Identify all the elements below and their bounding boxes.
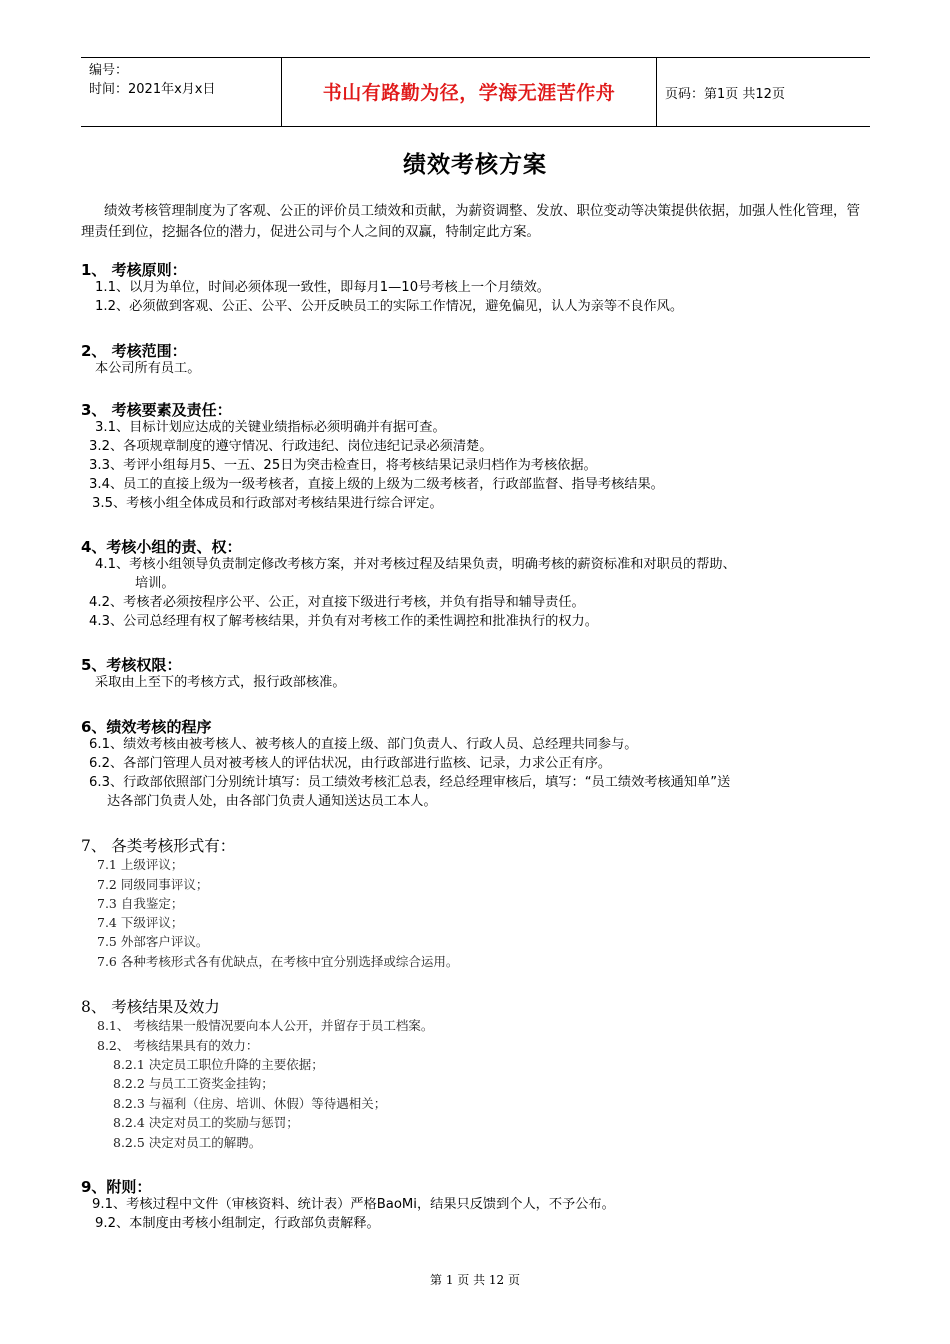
- section-item: 7.6 各种考核形式各有优缺点，在考核中宜分别选择或综合运用。: [97, 954, 459, 969]
- document-time: 时间：2021年x月x日: [89, 82, 216, 97]
- section-item: 采取由上至下的考核方式，报行政部核准。: [95, 675, 346, 690]
- section-item: 6.2、各部门管理人员对被考核人的评估状况，由行政部进行监核、记录，力求公正有序。: [89, 756, 612, 771]
- section-item: 7.2 同级同事评议；: [97, 877, 209, 892]
- section-item: 6.1、绩效考核由被考核人、被考核人的直接上级、部门负责人、行政人员、总经理共同参与。: [89, 737, 638, 752]
- section-item: 3.5、考核小组全体成员和行政部对考核结果进行综合评定。: [92, 496, 443, 511]
- section-heading: 4、考核小组的责、权：: [81, 538, 242, 556]
- section-item: 4.2、考核者必须按程序公平、公正，对直接下级进行考核，并负有指导和辅导责任。: [89, 595, 585, 610]
- section-item: 8.2.1 决定员工职位升降的主要依据；: [113, 1057, 324, 1072]
- header-motto: 书山有路勤为径，学海无涯苦作舟: [322, 82, 616, 104]
- section-item: 4.1、考核小组领导负责制定修改考核方案，并对考核过程及结果负责，明确考核的薪资标准和对职员的帮助、: [95, 557, 736, 572]
- section-item: 7.1 上级评议；: [97, 857, 184, 872]
- section-item: 8.2.5 决定对员工的解聘。: [113, 1135, 262, 1150]
- section-heading: 8、 考核结果及效力: [81, 998, 220, 1016]
- header-divider: [656, 58, 657, 126]
- section-item: 8.2.2 与员工工资奖金挂钩；: [113, 1076, 274, 1091]
- section-item: 9.2、本制度由考核小组制定，行政部负责解释。: [95, 1216, 380, 1231]
- section-item: 3.1、目标计划应达成的关键业绩指标必须明确并有据可查。: [95, 420, 446, 435]
- document-number-label: 编号：: [89, 63, 129, 78]
- section-item: 7.3 自我鉴定；: [97, 896, 184, 911]
- section-item: 8.1、 考核结果一般情况要向本人公开，并留存于员工档案。: [97, 1018, 434, 1033]
- section-item: 3.3、考评小组每月5、一五、25日为突击检查日，将考核结果记录归档作为考核依据。: [89, 458, 597, 473]
- section-heading: 7、 各类考核形式有：: [81, 837, 236, 855]
- section-item: 3.4、员工的直接上级为一级考核者，直接上级的上级为二级考核者，行政部监督、指导考核结果。: [89, 477, 664, 492]
- section-item: 6.3、行政部依照部门分别统计填写：员工绩效考核汇总表，经总经理审核后，填写：“员工绩效考核通知单”送: [89, 775, 731, 790]
- document-title: 绩效考核方案: [403, 152, 547, 178]
- section-item: 1.1、以月为单位，时间必须体现一致性，即每月1—10号考核上一个月绩效。: [95, 280, 550, 295]
- header-meta: [89, 61, 215, 99]
- section-item: 4.3、公司总经理有权了解考核结果，并负有对考核工作的柔性调控和批准执行的权力。: [89, 614, 598, 629]
- section-item: 达各部门负责人处，由各部门负责人通知送达员工本人。: [107, 794, 437, 809]
- section-item: 9.1、考核过程中文件（审核资料、统计表）严格BaoMi，结果只反馈到个人，不予公布。: [92, 1197, 615, 1212]
- section-item: 8.2.4 决定对员工的奖励与惩罚；: [113, 1115, 299, 1130]
- page-footer: 第 1 页 共 12 页: [430, 1273, 520, 1287]
- section-heading: 2、 考核范围：: [81, 342, 187, 360]
- intro-paragraph: 绩效考核管理制度为了客观、公正的评价员工绩效和贡献，为薪资调整、发放、职位变动等决策提供依据，加强人性化管理，管理责任到位，挖掘各位的潜力，促进公司与个人之间的双赢，特制定此方案。: [81, 203, 860, 240]
- page-header: [81, 57, 870, 127]
- section-heading: 6、绩效考核的程序: [81, 718, 212, 736]
- section-heading: 5、考核权限：: [81, 656, 182, 674]
- section-item: 8.2.3 与福利（住房、培训、休假）等待遇相关；: [113, 1096, 387, 1111]
- section-item: 8.2、 考核结果具有的效力：: [97, 1038, 259, 1053]
- section-item: 3.2、各项规章制度的遵守情况、行政违纪、岗位违纪记录必须清楚。: [89, 439, 493, 454]
- section-item: 7.5 外部客户评议。: [97, 934, 209, 949]
- section-heading: 9、附则：: [81, 1178, 152, 1196]
- header-page-number: 页码：第1页 共12页: [665, 87, 785, 102]
- section-item: 培训。: [135, 576, 175, 591]
- section-item: 7.4 下级评议；: [97, 915, 184, 930]
- section-item: 本公司所有员工。: [95, 361, 201, 376]
- section-heading: 1、 考核原则：: [81, 261, 187, 279]
- section-item: 1.2、必须做到客观、公正、公平、公开反映员工的实际工作情况，避免偏见，认人为亲等不良作风。: [95, 299, 684, 314]
- section-heading: 3、 考核要素及责任：: [81, 401, 232, 419]
